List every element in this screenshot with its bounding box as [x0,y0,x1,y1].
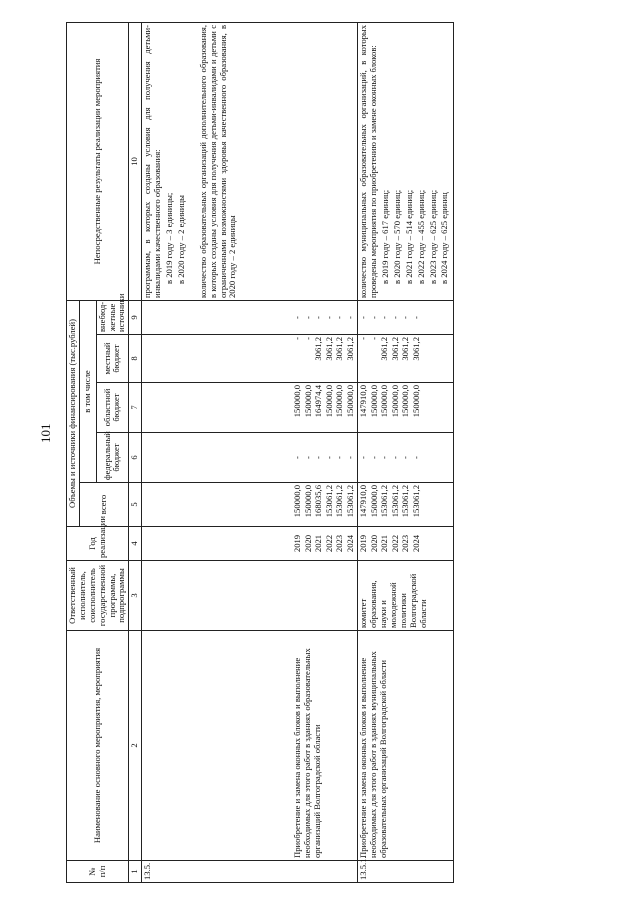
budget-table [66,22,454,883]
col-number: 2 [129,631,142,861]
col-number: 10 [129,22,142,300]
row-federal: - - - - - - [142,433,358,483]
row-number: 13.5. [142,861,358,883]
header-num: № п/п [67,861,129,883]
col-number: 9 [129,300,142,334]
col-number: 1 [129,861,142,883]
row-extra: - - - - - - [142,300,358,334]
col-number: 4 [129,527,142,561]
table-row [142,22,358,882]
row-federal: - - - - - - [358,433,454,483]
row-total: 147910,0 150000,0 153061,2 153061,2 153061,2 153061,2 [358,483,454,527]
col-number: 3 [129,561,142,631]
row-results: программам, в которых созданы условия для получения детьми-инвалидами качественного образования: в 2019 году – 3 единицы; в 2020 году – 2 единицы количество образовательных организаций дополнительного образования, в которых созданы условия для получения детьми-инвалидами и детьми с ограниченными возможностями здоровья качественного образования, в 2020 году – 2 единицы [142,22,358,300]
table-row [358,22,454,882]
header-total: всего [79,483,128,527]
col-number: 7 [129,383,142,433]
header-local: местный бюджет [96,335,129,383]
header-results: Непосредственные результаты реализации мероприятия [67,22,129,300]
col-number: 6 [129,433,142,483]
row-name: Приобретение и замена оконных блоков и выполнение необходимых для этого работ в зданиях муниципальных образовательных организаций Волгоградской области [358,631,454,861]
row-total: 150000,0 150000,0 168035,6 153061,2 153061,2 153061,2 [142,483,358,527]
header-year: Год реализации [67,527,129,561]
header-executor: Ответственный исполнитель, соисполнитель государственной программы, подпрограммы [67,561,129,631]
col-number: 5 [129,483,142,527]
row-regional: 147910,0 150000,0 150000,0 150000,0 150000,0 150000,0 [358,383,454,433]
column-numbers-row [129,22,142,882]
row-executor: комитет образования, науки и молодежной политики Волгоградской области [358,561,454,631]
page-number: 101 [38,423,53,443]
header-extra: внебюд-жетные источники [96,300,129,334]
header-financing: Объемы и источники финансирования (тыс.рублей) [67,300,80,526]
header-federal: федеральный бюджет [96,433,129,483]
header-including: в том числе [79,300,96,482]
row-years: 2019 2020 2021 2022 2023 2024 [142,527,358,561]
row-regional: 150000,0 150000,0 164974,4 150000,0 150000,0 150000,0 [142,383,358,433]
row-name: Приобретение и замена оконных блоков и выполнение необходимых для этого работ в зданиях образовательных организаций Волгоградской области [142,631,358,861]
header-name: Наименование основного мероприятия, мероприятия [67,631,129,861]
row-results: количество муниципальных образовательных организаций, в которых проведены мероприятия по приобретению и замене оконных блоков: в 2019 году – 617 единиц; в 2020 году – 570 единиц; в 2021 году – 514 единиц; в 2022 году – 455 единиц; в 2023 году – 625 единиц; в 2024 году – 625 единиц [358,22,454,300]
row-local: - - 3061,2 3061,2 3061,2 3061,2 [358,335,454,383]
col-number: 8 [129,335,142,383]
budget-table-sheet [66,23,576,883]
row-number: 13.5.1. [358,861,454,883]
row-executor [142,561,358,631]
header-regional: областной бюджет [96,383,129,433]
row-years: 2019 2020 2021 2022 2023 2024 [358,527,454,561]
row-local: - - 3061,2 3061,2 3061,2 3061,2 [142,335,358,383]
row-extra: - - - - - - [358,300,454,334]
